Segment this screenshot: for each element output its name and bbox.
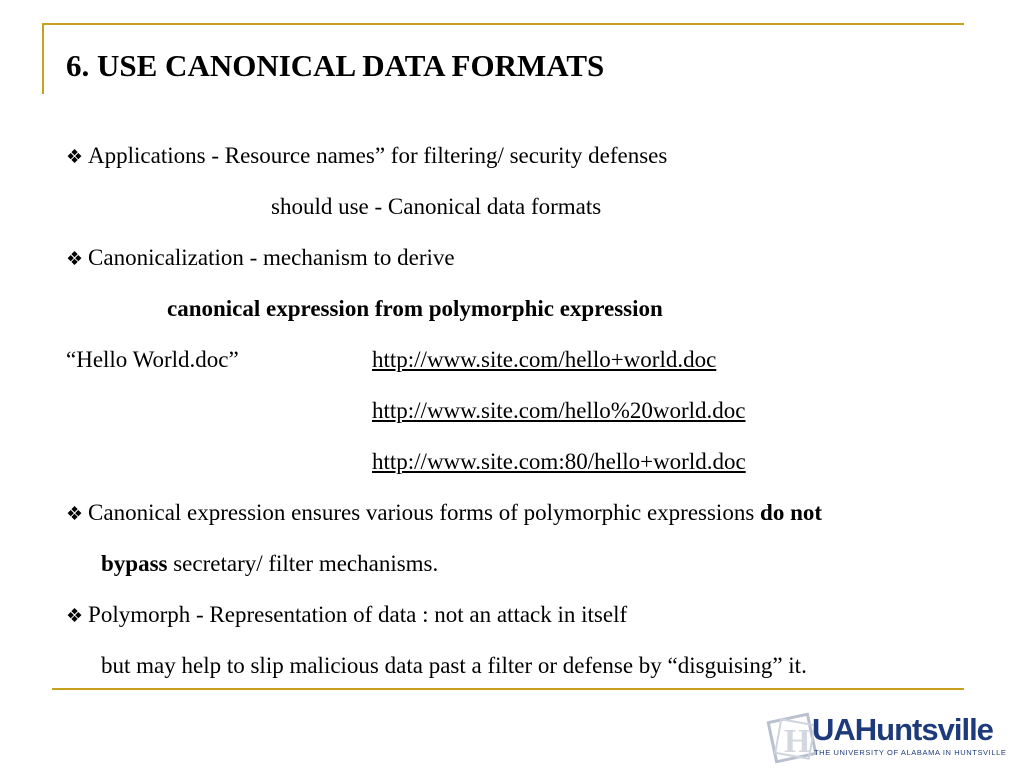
bullet-diamond-icon: ❖ [66, 147, 84, 168]
line-text: Applications - Resource names” for filtering/ security defenses [88, 143, 668, 168]
example-link-1[interactable] [372, 346, 716, 374]
url-link[interactable]: http://www.site.com:80/hello+world.doc [372, 449, 746, 474]
example-link-3[interactable] [372, 448, 746, 476]
logo-tagline: THE UNIVERSITY OF ALABAMA IN HUNTSVILLE [814, 748, 1007, 757]
line-canonical-expression: canonical expression from polymorphic expression [167, 296, 663, 321]
bullet-line-canonicalization [66, 244, 455, 274]
line-text: Canonicalization - mechanism to derive [88, 245, 455, 270]
line-text: secretary/ filter mechanisms. [167, 551, 439, 576]
line-malicious-data: but may help to slip malicious data past a filter or defense by “disguising” it. [101, 653, 807, 678]
bullet-line-canonical-ensures [66, 499, 822, 529]
example-link-2[interactable] [372, 397, 745, 425]
line-should-use: should use - Canonical data formats [271, 194, 602, 219]
svg-text:H: H [784, 723, 811, 760]
bullet-diamond-icon: ❖ [66, 504, 84, 525]
uah-logo [766, 710, 1016, 766]
url-link[interactable]: http://www.site.com/hello+world.doc [372, 347, 717, 372]
bullet-diamond-icon: ❖ [66, 249, 84, 270]
line-bypass [101, 550, 438, 578]
bullet-line-applications [66, 142, 667, 172]
left-accent-rule [42, 23, 44, 94]
top-accent-rule [42, 23, 964, 25]
line-text-bold: do not [760, 500, 823, 525]
logo-wordmark: UAHuntsville [812, 712, 993, 747]
line-text-bold: bypass [101, 551, 168, 576]
url-link[interactable]: http://www.site.com/hello%20world.doc [372, 398, 746, 423]
example-label: “Hello World.doc” [66, 347, 239, 372]
bullet-line-polymorph [66, 601, 627, 631]
line-text: Canonical expression ensures various forms of polymorphic expressions [88, 500, 761, 525]
line-text: Polymorph - Representation of data : not an attack in itself [88, 602, 628, 627]
bullet-diamond-icon: ❖ [66, 606, 84, 627]
bottom-accent-rule [52, 688, 964, 690]
slide-title: 6. USE CANONICAL DATA FORMATS [66, 48, 605, 83]
